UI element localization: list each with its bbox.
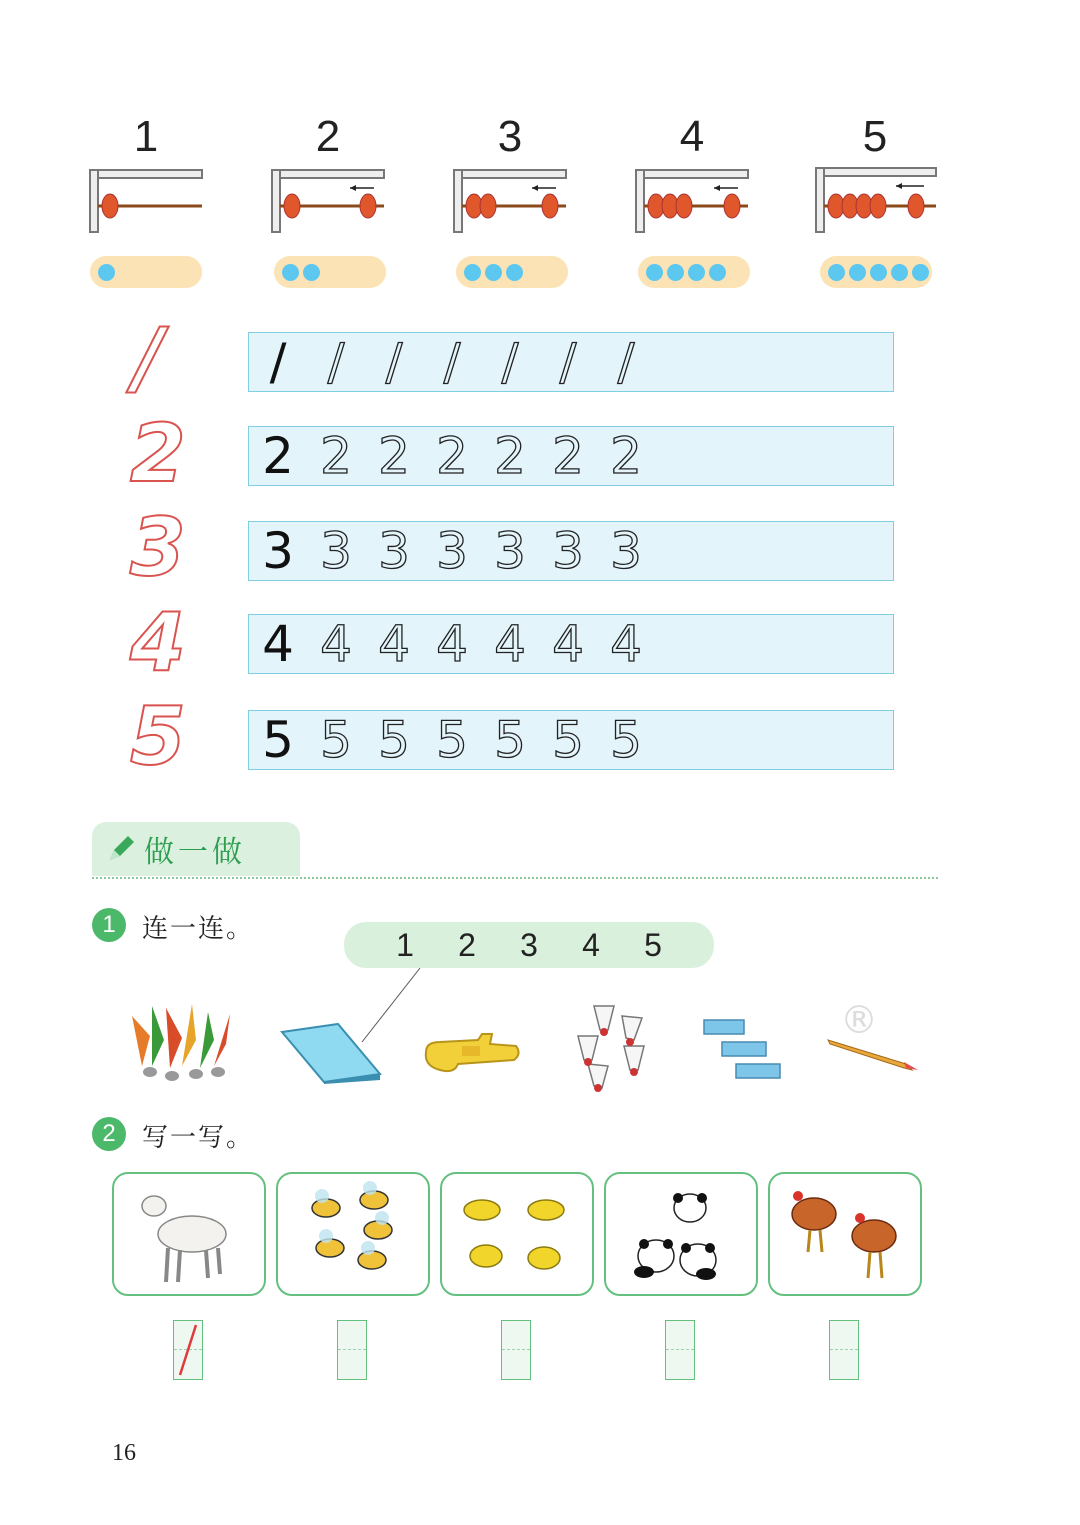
picture-card: [112, 1172, 266, 1296]
trace-digit[interactable]: 4: [494, 615, 526, 673]
abacus-4-icon: [634, 168, 750, 236]
abacus-3-icon: [452, 168, 568, 236]
tracing-strip-4[interactable]: [248, 614, 894, 674]
stroke-order-digit-5: 5: [130, 690, 186, 783]
tracing-strip-3[interactable]: [248, 521, 894, 581]
dot-pill-3: [456, 256, 568, 288]
trace-digit[interactable]: 4: [552, 615, 584, 673]
trace-digit[interactable]: 3: [378, 522, 410, 580]
number-pill: [344, 922, 714, 968]
trace-digit[interactable]: 2: [494, 427, 526, 485]
trace-digit[interactable]: 5: [436, 711, 468, 769]
birds-icon: [442, 1174, 592, 1294]
eraser-icon[interactable]: [702, 1018, 788, 1084]
trace-digit[interactable]: /: [327, 333, 345, 391]
match-number-2[interactable]: 2: [458, 926, 476, 963]
answer-stroke: [174, 1321, 202, 1379]
notebook-icon[interactable]: [280, 1022, 384, 1084]
question-1-text: 连一连。: [142, 914, 255, 944]
trace-digit[interactable]: /: [559, 333, 577, 391]
picture-card: [768, 1172, 922, 1296]
section-title: 做一做: [144, 835, 246, 870]
model-digit: 3: [262, 522, 294, 580]
dot-pill-1: [90, 256, 202, 288]
abacus-5-icon: [814, 166, 938, 236]
trace-digit[interactable]: 3: [320, 522, 352, 580]
tracing-strip-2[interactable]: [248, 426, 894, 486]
match-number-4[interactable]: 4: [582, 926, 600, 963]
abacus-number-4: 4: [679, 112, 705, 161]
trace-digit[interactable]: 2: [320, 427, 352, 485]
picture-card: [276, 1172, 430, 1296]
abacus-number-1: 1: [133, 112, 159, 161]
trace-digit[interactable]: 5: [494, 711, 526, 769]
question-2-text: 写一写。: [142, 1123, 255, 1153]
trace-digit[interactable]: /: [617, 333, 635, 391]
pencil-icon: [106, 834, 136, 864]
model-digit: /: [269, 333, 287, 391]
bees-icon: [278, 1174, 428, 1294]
trace-digit[interactable]: 4: [436, 615, 468, 673]
trace-digit[interactable]: 2: [552, 427, 584, 485]
tracing-strip-1[interactable]: [248, 332, 894, 392]
picture-card: [440, 1172, 594, 1296]
answer-box[interactable]: [501, 1320, 531, 1380]
tracing-strip-5[interactable]: [248, 710, 894, 770]
picture-card: [604, 1172, 758, 1296]
page-number: 16: [112, 1440, 136, 1466]
abacus-number-2: 2: [315, 112, 341, 161]
trace-digit[interactable]: 4: [378, 615, 410, 673]
shuttlecock-feathers-icon[interactable]: [122, 996, 238, 1084]
dot-pill-4: [638, 256, 750, 288]
stroke-order-digit-2: 2: [130, 407, 186, 500]
trace-digit[interactable]: 4: [610, 615, 642, 673]
answer-box[interactable]: [173, 1320, 203, 1380]
section-header: [92, 822, 300, 876]
match-number-1[interactable]: 1: [396, 926, 414, 963]
abacus-2-icon: [270, 168, 386, 236]
trace-digit[interactable]: 2: [378, 427, 410, 485]
question-number-2: 2: [92, 1117, 126, 1151]
stroke-order-digit-4: 4: [130, 596, 186, 689]
trace-digit[interactable]: 4: [320, 615, 352, 673]
match-number-5[interactable]: 5: [644, 926, 662, 963]
section-divider: [92, 877, 938, 879]
roosters-icon: [770, 1174, 920, 1294]
trace-digit[interactable]: 3: [552, 522, 584, 580]
trace-digit[interactable]: 3: [494, 522, 526, 580]
badminton-shuttlecock-icon[interactable]: [564, 996, 664, 1094]
dot-pill-5: [820, 256, 932, 288]
trace-digit[interactable]: /: [443, 333, 461, 391]
trace-digit[interactable]: 5: [378, 711, 410, 769]
trace-digit[interactable]: 3: [610, 522, 642, 580]
trace-digit[interactable]: 5: [610, 711, 642, 769]
answer-box[interactable]: [665, 1320, 695, 1380]
pandas-icon: [606, 1174, 756, 1294]
model-digit: 4: [262, 615, 294, 673]
trace-digit[interactable]: 2: [610, 427, 642, 485]
goat-icon: [114, 1174, 264, 1294]
abacus-number-3: 3: [497, 112, 523, 161]
stroke-order-digit-1: /: [134, 311, 164, 404]
model-digit: 2: [262, 427, 294, 485]
registered-mark: ®: [840, 998, 878, 1042]
stroke-order-digit-3: 3: [130, 501, 186, 594]
trace-digit[interactable]: /: [501, 333, 519, 391]
abacus-1-icon: [88, 168, 204, 236]
model-digit: 5: [262, 711, 294, 769]
answer-box[interactable]: [829, 1320, 859, 1380]
abacus-number-5: 5: [862, 112, 888, 161]
pencil-icon[interactable]: [826, 1038, 920, 1072]
trace-digit[interactable]: 2: [436, 427, 468, 485]
trace-digit[interactable]: /: [385, 333, 403, 391]
question-number-1: 1: [92, 908, 126, 942]
dot-pill-2: [274, 256, 386, 288]
answer-box[interactable]: [337, 1320, 367, 1380]
trace-digit[interactable]: 5: [552, 711, 584, 769]
match-number-3[interactable]: 3: [520, 926, 538, 963]
trace-digit[interactable]: 3: [436, 522, 468, 580]
whistle-icon[interactable]: [418, 1030, 524, 1078]
trace-digit[interactable]: 5: [320, 711, 352, 769]
